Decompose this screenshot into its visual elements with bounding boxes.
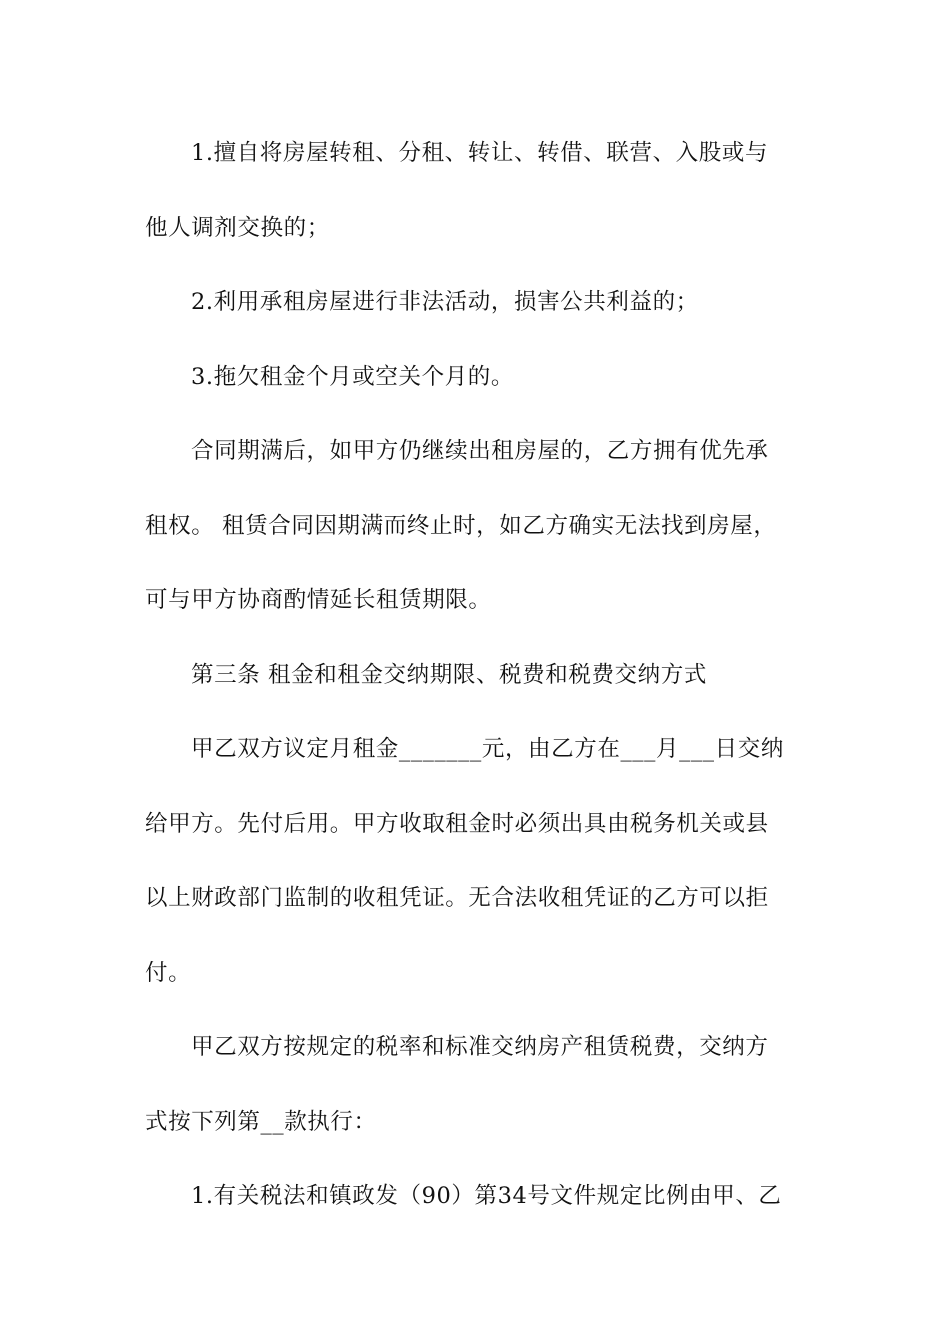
text-line: 3.拖欠租金个月或空关个月的。 xyxy=(191,364,514,390)
text-line: 1.有关税法和镇政发（90）第34号文件规定比例由甲、乙 xyxy=(191,1183,782,1209)
text-line: 以上财政部门监制的收租凭证。无合法收租凭证的乙方可以拒 xyxy=(145,885,769,911)
text-line: 2.利用承租房屋进行非法活动，损害公共利益的； xyxy=(191,289,699,315)
text-line: 甲乙双方议定月租金_______元，由乙方在___月___日交纳 xyxy=(191,736,784,762)
text-line: 1.擅自将房屋转租、分租、转让、转借、联营、入股或与 xyxy=(191,140,769,166)
section-heading: 第三条 租金和租金交纳期限、税费和税费交纳方式 xyxy=(191,662,707,688)
text-line: 给甲方。先付后用。甲方收取租金时必须出具由税务机关或县 xyxy=(145,811,769,837)
text-line: 他人调剂交换的； xyxy=(145,215,330,241)
text-line: 租权。 租赁合同因期满而终止时，如乙方确实无法找到房屋， xyxy=(145,513,777,539)
text-line: 式按下列第__款执行： xyxy=(145,1109,377,1135)
text-line: 甲乙双方按规定的税率和标准交纳房产租赁税费，交纳方 xyxy=(191,1034,769,1060)
text-line: 合同期满后，如甲方仍继续出租房屋的，乙方拥有优先承 xyxy=(191,438,769,464)
text-line: 付。 xyxy=(145,960,192,986)
text-line: 可与甲方协商酌情延长租赁期限。 xyxy=(145,587,492,613)
